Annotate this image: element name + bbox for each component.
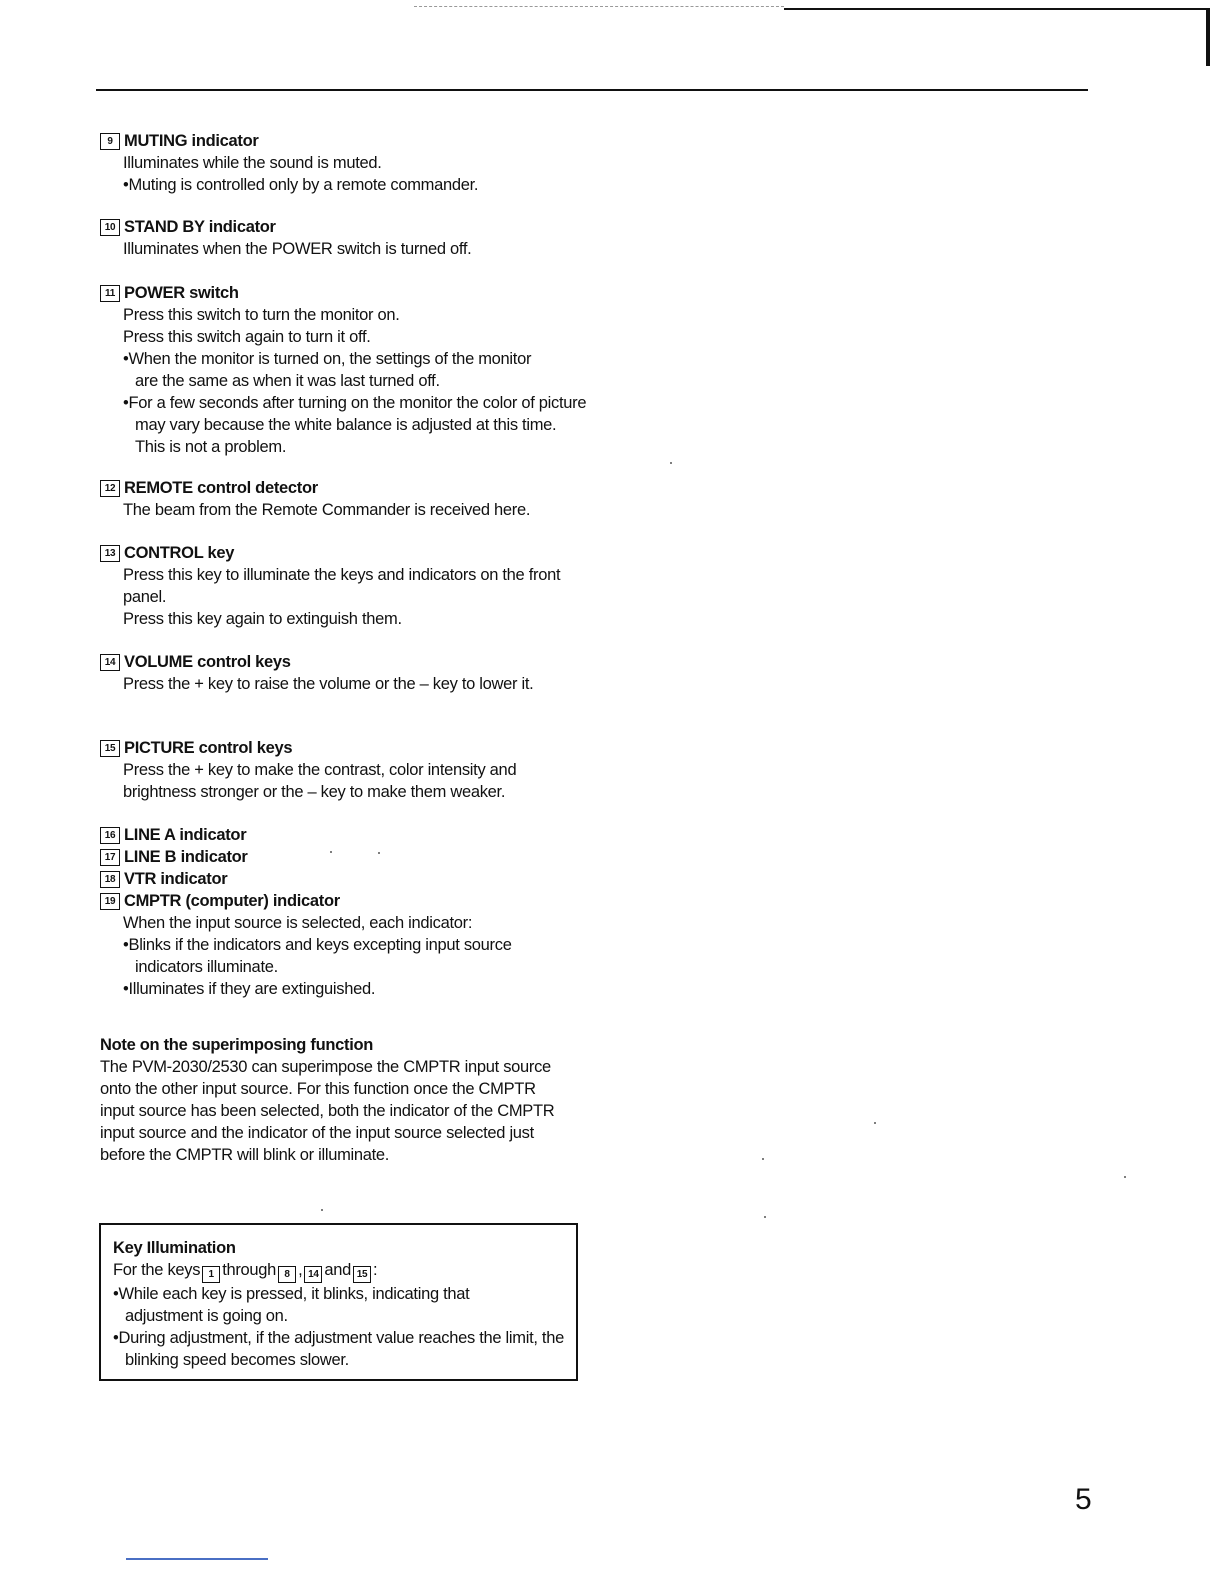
corner-mark <box>1206 8 1210 66</box>
paragraph: Illuminates while the sound is muted. <box>123 154 382 172</box>
section-picture-keys <box>100 737 580 803</box>
key-number-badge: 14 <box>304 1266 322 1283</box>
section-muting-indicator <box>100 130 580 196</box>
section-title: LINE A indicator <box>124 826 247 844</box>
key-number-badge: 8 <box>278 1266 296 1283</box>
section-heading <box>100 542 580 564</box>
paragraph: The beam from the Remote Commander is received here. <box>123 501 531 519</box>
paragraph: Press the + key to make the contrast, color intensity and brightness stronger or the – key to make them weaker. <box>123 761 517 801</box>
section-remote-detector <box>100 477 580 521</box>
item-number-badge: 15 <box>100 740 120 757</box>
section-heading <box>100 216 580 238</box>
scan-speck <box>321 1209 323 1211</box>
item-number-badge: 17 <box>100 849 120 866</box>
section-body <box>100 152 580 196</box>
key-number-badge: 1 <box>202 1266 220 1283</box>
key-range-and: and <box>324 1261 351 1279</box>
section-title: LINE B indicator <box>124 848 248 866</box>
section-heading <box>100 282 580 304</box>
section-body <box>100 238 580 260</box>
section-title: VOLUME control keys <box>124 653 291 671</box>
section-title: STAND BY indicator <box>124 218 276 236</box>
bullet-item: • For a few seconds after turning on the monitor the color of picture may vary because the white balance is adjusted at this time. This is not a problem. <box>123 392 590 458</box>
note-title: Note on the superimposing function <box>100 1036 374 1054</box>
item-number-badge: 11 <box>100 285 120 302</box>
item-number-badge: 10 <box>100 219 120 236</box>
section-heading <box>100 846 580 868</box>
section-title: MUTING indicator <box>124 132 259 150</box>
paragraph: When the input source is selected, each indicator: <box>123 914 473 932</box>
section-control-key <box>100 542 580 630</box>
scan-speck <box>762 1158 764 1160</box>
key-illumination-box <box>99 1223 578 1381</box>
section-heading <box>100 824 580 846</box>
key-range-line <box>113 1259 564 1283</box>
key-range-through: through <box>222 1261 277 1279</box>
section-heading <box>100 651 580 673</box>
key-range-comma: , <box>298 1261 303 1279</box>
section-heading <box>100 477 580 499</box>
section-input-indicators <box>100 824 580 1000</box>
paragraph: Press the + key to raise the volume or the – key to lower it. <box>123 675 534 693</box>
section-volume-keys <box>100 651 580 695</box>
key-range-prefix: For the keys <box>113 1261 201 1279</box>
box-title: Key Illumination <box>113 1239 236 1257</box>
key-number-badge: 15 <box>353 1266 371 1283</box>
section-power-switch <box>100 282 587 458</box>
section-heading <box>100 130 580 152</box>
bottom-blue-rule <box>126 1558 268 1560</box>
section-body <box>100 304 587 458</box>
bullet-item: • Blinks if the indicators and keys excepting input source indicators illuminate. <box>123 934 580 978</box>
top-dashed-rule <box>414 6 784 7</box>
scan-speck <box>1124 1176 1126 1178</box>
section-heading <box>100 890 580 912</box>
bullet-item: • Illuminates if they are extinguished. <box>123 978 580 1000</box>
section-body <box>100 759 580 803</box>
item-number-badge: 13 <box>100 545 120 562</box>
paragraph: Illuminates when the POWER switch is turned off. <box>123 240 472 258</box>
scan-speck <box>764 1216 766 1218</box>
section-title: CONTROL key <box>124 544 235 562</box>
item-number-badge: 14 <box>100 654 120 671</box>
scan-speck <box>670 462 672 464</box>
section-heading <box>100 868 580 890</box>
bullet-item: • Muting is controlled only by a remote commander. <box>123 174 580 196</box>
section-title: PICTURE control keys <box>124 739 293 757</box>
section-heading <box>100 737 580 759</box>
paragraph: Press this switch to turn the monitor on. <box>123 306 400 324</box>
paragraph: Press this key to illuminate the keys and indicators on the front panel. <box>123 566 561 606</box>
bullet-item: • While each key is pressed, it blinks, indicating that adjustment is going on. <box>113 1283 545 1327</box>
scan-speck <box>874 1122 876 1124</box>
superimpose-note <box>100 1034 580 1166</box>
section-standby-indicator <box>100 216 580 260</box>
note-text: The PVM-2030/2530 can superimpose the CMPTR input source onto the other input source. For this function once the CMPTR input source has been selected, both the indicator of the CMPTR input source and the indicator of the input source selected just before the CMPTR will blink or illuminate. <box>100 1058 555 1164</box>
item-number-badge: 16 <box>100 827 120 844</box>
item-number-badge: 9 <box>100 133 120 150</box>
bullet-item: • When the monitor is turned on, the settings of the monitor are the same as when it was last turned off. <box>123 348 555 392</box>
bullet-item: • During adjustment, if the adjustment value reaches the limit, the blinking speed becomes slower. <box>113 1327 570 1371</box>
section-title: CMPTR (computer) indicator <box>124 892 340 910</box>
page-number: 5 <box>1075 1483 1092 1516</box>
item-number-badge: 19 <box>100 893 120 910</box>
section-title: VTR indicator <box>124 870 228 888</box>
section-title: REMOTE control detector <box>124 479 318 497</box>
section-body <box>100 564 580 630</box>
key-range-colon: : <box>373 1261 378 1279</box>
item-number-badge: 12 <box>100 480 120 497</box>
header-rule <box>96 89 1088 91</box>
paragraph: Press this switch again to turn it off. <box>123 328 371 346</box>
section-body <box>100 499 580 521</box>
section-title: POWER switch <box>124 284 239 302</box>
section-body <box>100 912 580 1000</box>
paragraph: Press this key again to extinguish them. <box>123 610 402 628</box>
top-rule <box>784 8 1210 10</box>
section-body <box>100 673 580 695</box>
item-number-badge: 18 <box>100 871 120 888</box>
